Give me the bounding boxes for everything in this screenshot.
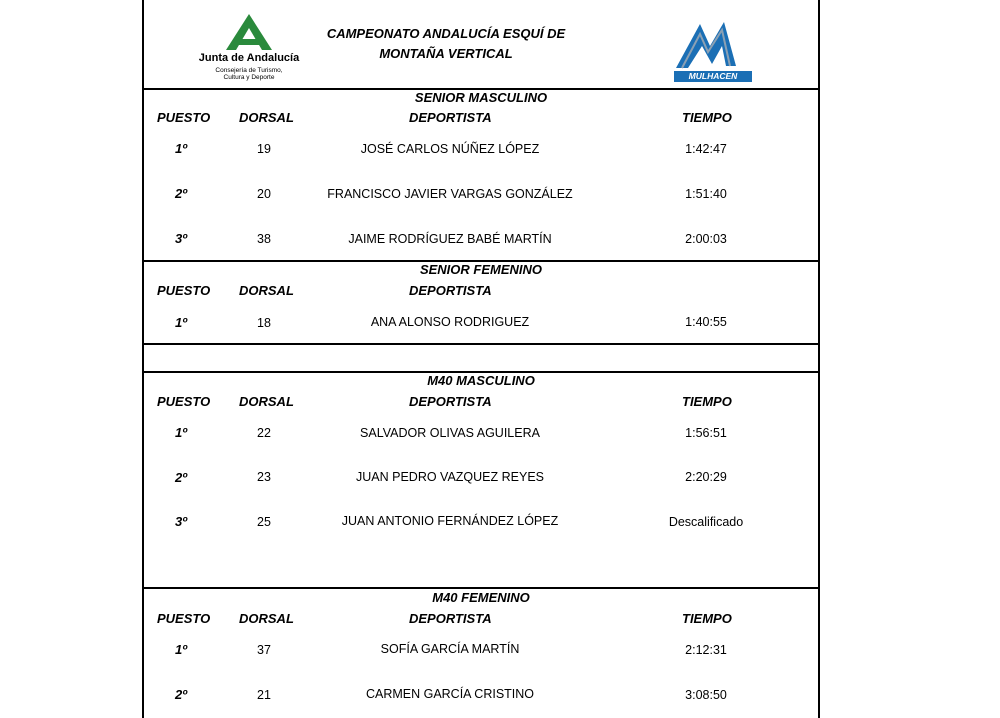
row-deportista: SALVADOR OLIVAS AGUILERA <box>360 426 540 440</box>
row-tiempo: 3:08:50 <box>685 688 727 702</box>
row-dorsal: 22 <box>257 426 271 440</box>
logo-left-name: Junta de Andalucía <box>198 52 300 64</box>
column-header-dorsal: DORSAL <box>239 283 294 298</box>
logo-right-name: MULHACEN <box>674 71 752 82</box>
section-title-m40-masculino: M40 MASCULINO <box>427 373 535 388</box>
junta-andalucia-logo <box>188 12 310 88</box>
column-header-dorsal: DORSAL <box>239 110 294 125</box>
row-deportista: FRANCISCO JAVIER VARGAS GONZÁLEZ <box>327 187 573 201</box>
page-title-line1: CAMPEONATO ANDALUCÍA ESQUÍ DE <box>326 26 566 41</box>
page-title-line2: MONTAÑA VERTICAL <box>379 46 513 61</box>
row-puesto: 1º <box>175 642 187 657</box>
divider <box>142 587 820 589</box>
row-tiempo: 2:00:03 <box>685 232 727 246</box>
row-puesto: 3º <box>175 514 187 529</box>
row-dorsal: 19 <box>257 142 271 156</box>
column-header-tiempo: TIEMPO <box>682 110 732 125</box>
row-tiempo: Descalificado <box>668 515 744 529</box>
row-dorsal: 20 <box>257 187 271 201</box>
row-deportista: ANA ALONSO RODRIGUEZ <box>370 315 530 329</box>
row-dorsal: 21 <box>257 688 271 702</box>
row-deportista: JOSÉ CARLOS NÚÑEZ LÓPEZ <box>360 142 540 156</box>
column-header-tiempo: TIEMPO <box>682 394 732 409</box>
section-title-senior-femenino: SENIOR FEMENINO <box>419 262 543 277</box>
logo-left-sub1: Consejería de Turismo, <box>215 67 283 74</box>
divider <box>142 343 820 345</box>
column-header-puesto: PUESTO <box>157 283 211 298</box>
column-header-deportista: DEPORTISTA <box>409 611 492 626</box>
page-title <box>300 24 592 64</box>
row-tiempo: 1:40:55 <box>685 315 727 329</box>
column-header-deportista: DEPORTISTA <box>409 283 492 298</box>
row-tiempo: 1:51:40 <box>685 187 727 201</box>
column-header-dorsal: DORSAL <box>239 611 294 626</box>
row-puesto: 1º <box>175 141 187 156</box>
column-header-puesto: PUESTO <box>157 394 211 409</box>
row-deportista: JUAN ANTONIO FERNÁNDEZ LÓPEZ <box>341 514 559 528</box>
row-deportista: JUAN PEDRO VAZQUEZ REYES <box>356 470 544 484</box>
row-puesto: 1º <box>175 315 187 330</box>
column-header-puesto: PUESTO <box>157 611 211 626</box>
logo-left-sub2: Cultura y Deporte <box>223 74 275 81</box>
row-deportista: CARMEN GARCÍA CRISTINO <box>365 687 535 701</box>
row-tiempo: 2:20:29 <box>685 470 727 484</box>
row-puesto: 2º <box>175 186 187 201</box>
row-dorsal: 38 <box>257 232 271 246</box>
section-title-m40-femenino: M40 FEMENINO <box>432 590 530 605</box>
column-header-deportista: DEPORTISTA <box>409 394 492 409</box>
row-deportista: JAIME RODRÍGUEZ BABÉ MARTÍN <box>348 232 552 246</box>
row-tiempo: 1:56:51 <box>685 426 727 440</box>
row-deportista: SOFÍA GARCÍA MARTÍN <box>380 642 520 656</box>
row-dorsal: 37 <box>257 643 271 657</box>
row-puesto: 1º <box>175 425 187 440</box>
row-dorsal: 25 <box>257 515 271 529</box>
column-header-dorsal: DORSAL <box>239 394 294 409</box>
row-dorsal: 18 <box>257 316 271 330</box>
row-tiempo: 2:12:31 <box>685 643 727 657</box>
mulhacen-mountain-icon <box>670 16 754 72</box>
column-header-tiempo: TIEMPO <box>682 611 732 626</box>
mulhacen-logo <box>670 16 754 82</box>
row-puesto: 2º <box>175 470 187 485</box>
row-dorsal: 23 <box>257 470 271 484</box>
section-title-senior-masculino: SENIOR MASCULINO <box>414 90 548 105</box>
row-puesto: 2º <box>175 687 187 702</box>
row-puesto: 3º <box>175 231 187 246</box>
column-header-deportista: DEPORTISTA <box>409 110 492 125</box>
column-header-puesto: PUESTO <box>157 110 211 125</box>
junta-andalucia-emblem-icon <box>222 12 276 52</box>
row-tiempo: 1:42:47 <box>685 142 727 156</box>
